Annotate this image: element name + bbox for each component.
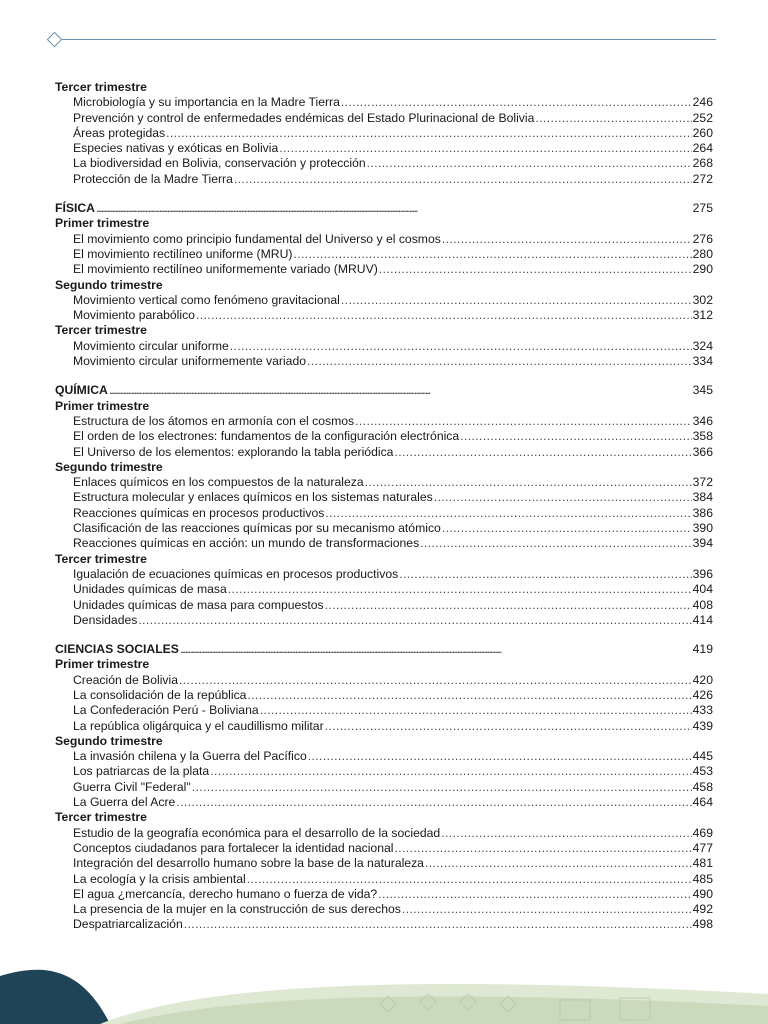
leader-dots (260, 703, 692, 718)
entry-title: El orden de los electrones: fundamentos de la configuración electrónica (73, 429, 460, 444)
entry-title: Creación de Bolivia (73, 672, 179, 687)
page-number: 453 (692, 764, 713, 779)
toc-entry[interactable] (55, 354, 713, 369)
toc-entry[interactable] (55, 887, 713, 902)
toc-entry[interactable] (55, 308, 713, 323)
leader-dots (307, 354, 692, 369)
toc-entry[interactable] (55, 856, 713, 871)
entry-title: Integración del desarrollo humano sobre la base de la naturaleza (73, 856, 424, 871)
toc-entry[interactable] (55, 414, 713, 429)
toc-entry[interactable] (55, 339, 713, 354)
toc-section (55, 80, 713, 187)
leader-dots (341, 95, 692, 110)
entry-title: La invasión chilena y la Guerra del Pacífico (73, 749, 307, 764)
entry-title: Clasificación de las reacciones químicas por su mecanismo atómico (73, 521, 441, 536)
leader-dots (355, 414, 692, 429)
page-number: 492 (692, 902, 713, 917)
leader-dots (293, 247, 691, 262)
leader-dots (325, 719, 692, 734)
toc-section (55, 201, 713, 369)
leader-dots (460, 429, 691, 444)
toc-subject-row[interactable] (55, 201, 713, 216)
leader-dots (325, 598, 692, 613)
trimester-heading: Tercer trimestre (55, 551, 147, 566)
toc-entry[interactable] (55, 613, 713, 628)
toc-entry[interactable] (55, 172, 713, 187)
toc-entry[interactable] (55, 719, 713, 734)
entry-title: Movimiento circular uniforme (73, 338, 229, 353)
entry-title: Prevención y control de enfermedades endémicas del Estado Plurinacional de Bolivia (73, 110, 535, 125)
toc-entry[interactable] (55, 126, 713, 141)
page-number: 433 (692, 703, 713, 718)
subject-title: CIENCIAS SOCIALES (55, 642, 179, 657)
page-number: 252 (692, 110, 713, 125)
trimester-heading: Segundo trimestre (55, 277, 163, 292)
leader-dots (379, 262, 692, 277)
leader-dots (192, 780, 692, 795)
page-number: 469 (692, 825, 713, 840)
leader-dots (442, 232, 692, 247)
leader-dots (442, 521, 692, 536)
entry-title: Áreas protegidas (73, 125, 166, 140)
entry-title: Conceptos ciudadanos para fortalecer la identidad nacional (73, 840, 394, 855)
leader-dots (420, 536, 691, 551)
toc-entry[interactable] (55, 795, 713, 810)
toc-entry[interactable] (55, 429, 713, 444)
entry-title: La biodiversidad en Bolivia, conservación y protección (73, 156, 366, 171)
toc-subject-row[interactable] (55, 642, 713, 657)
page-number: 275 (692, 201, 713, 216)
subject-title: QUÍMICA (55, 383, 108, 398)
leader-dots (279, 141, 691, 156)
leader-dots (394, 841, 691, 856)
toc-entry[interactable] (55, 232, 713, 247)
footer-decoration (0, 964, 768, 1024)
entry-title: Movimiento parabólico (73, 308, 195, 323)
leader-dots (441, 826, 691, 841)
entry-title: El agua ¿mercancía, derecho humano o fuerza de vida? (73, 886, 378, 901)
toc-entry[interactable] (55, 506, 713, 521)
entry-title: Especies nativas y exóticas en Bolivia (73, 141, 279, 156)
leader-dots (166, 126, 692, 141)
entry-title: La consolidación de la república (73, 687, 247, 702)
leader-dots (365, 475, 692, 490)
page-number: 490 (692, 886, 713, 901)
page-number: 260 (692, 125, 713, 140)
entry-title: La república oligárquica y el caudillismo militar (73, 718, 324, 733)
entry-title: Enlaces químicos en los compuestos de la naturaleza (73, 475, 364, 490)
page-number: 276 (692, 231, 713, 246)
entry-title: Estudio de la geografía económica para el desarrollo de la sociedad (73, 825, 441, 840)
toc-entry[interactable] (55, 536, 713, 551)
page-number: 404 (692, 582, 713, 597)
trimester-heading: Tercer trimestre (55, 323, 147, 338)
toc-subject-row[interactable] (55, 383, 713, 398)
entry-title: Guerra Civil "Federal" (73, 779, 191, 794)
entry-title: El movimiento rectilíneo uniforme (MRU) (73, 246, 293, 261)
leader-dots (402, 902, 692, 917)
page-number: 312 (692, 308, 713, 323)
entry-title: Estructura de los átomos en armonía con el cosmos (73, 413, 355, 428)
leader-dots (180, 642, 692, 657)
toc-entry[interactable] (55, 780, 713, 795)
leader-dots (234, 172, 692, 187)
page-number: 358 (692, 429, 713, 444)
page-number: 268 (692, 156, 713, 171)
page-number: 386 (692, 505, 713, 520)
table-of-contents (55, 80, 713, 947)
toc-entry[interactable] (55, 598, 713, 613)
page-number: 272 (692, 171, 713, 186)
trimester-heading: Tercer trimestre (55, 80, 147, 94)
leader-dots (210, 764, 691, 779)
trimester-heading: Primer trimestre (55, 216, 150, 231)
entry-title: La presencia de la mujer en la construcción de sus derechos (73, 902, 401, 917)
toc-entry[interactable] (55, 703, 713, 718)
toc-entry[interactable] (55, 764, 713, 779)
toc-entry[interactable] (55, 917, 713, 932)
page-number: 498 (692, 917, 713, 932)
page-number: 408 (692, 597, 713, 612)
trimester-heading: Segundo trimestre (55, 459, 163, 474)
toc-entry[interactable] (55, 902, 713, 917)
toc-section (55, 383, 713, 628)
entry-title: Movimiento vertical como fenómeno gravitacional (73, 292, 340, 307)
toc-entry[interactable] (55, 521, 713, 536)
toc-entry[interactable] (55, 445, 713, 460)
page-number: 264 (692, 141, 713, 156)
toc-entry[interactable] (55, 293, 713, 308)
page-number: 302 (692, 292, 713, 307)
page-number: 464 (692, 795, 713, 810)
page-number: 419 (692, 642, 713, 657)
leader-dots (230, 339, 692, 354)
leader-dots (394, 445, 691, 460)
page-number: 477 (692, 840, 713, 855)
leader-dots (247, 688, 691, 703)
entry-title: Los patriarcas de la plata (73, 764, 210, 779)
entry-title: El movimiento como principio fundamental del Universo y el cosmos (73, 231, 441, 246)
leader-dots (399, 567, 691, 582)
leader-dots (184, 917, 692, 932)
toc-section (55, 642, 713, 933)
leader-dots (308, 749, 692, 764)
leader-dots (367, 156, 692, 171)
page-number: 396 (692, 566, 713, 581)
page-number: 290 (692, 262, 713, 277)
entry-title: La Guerra del Acre (73, 795, 176, 810)
entry-title: Estructura molecular y enlaces químicos en los sistemas naturales (73, 490, 433, 505)
trimester-heading: Primer trimestre (55, 398, 150, 413)
trimester-heading: Segundo trimestre (55, 733, 163, 748)
entry-title: Reacciones químicas en acción: un mundo de transformaciones (73, 536, 420, 551)
leader-dots (138, 613, 691, 628)
leader-dots (176, 795, 691, 810)
leader-dots (341, 293, 692, 308)
subject-title: FÍSICA (55, 201, 95, 216)
page-number: 420 (692, 672, 713, 687)
page-number: 445 (692, 749, 713, 764)
entry-title: Microbiología y su importancia en la Madre Tierra (73, 95, 340, 110)
leader-dots (434, 490, 692, 505)
page-number: 481 (692, 856, 713, 871)
entry-title: Densidades (73, 612, 138, 627)
toc-entry[interactable] (55, 826, 713, 841)
leader-dots (109, 383, 692, 398)
entry-title: Reacciones químicas en procesos productivos (73, 505, 325, 520)
toc-entry[interactable] (55, 475, 713, 490)
toc-entry[interactable] (55, 749, 713, 764)
page-number: 324 (692, 338, 713, 353)
leader-dots (378, 887, 691, 902)
toc-entry[interactable] (55, 490, 713, 505)
trimester-heading: Primer trimestre (55, 657, 150, 672)
header-rule (56, 39, 716, 40)
toc-entry[interactable] (55, 872, 713, 887)
page-number: 390 (692, 521, 713, 536)
entry-title: El movimiento rectilíneo uniformemente variado (MRUV) (73, 262, 378, 277)
entry-title: Movimiento circular uniformemente variado (73, 354, 307, 369)
toc-entry[interactable] (55, 688, 713, 703)
toc-entry[interactable] (55, 582, 713, 597)
page-number: 414 (692, 612, 713, 627)
leader-dots (535, 111, 691, 126)
diamond-icon (47, 32, 63, 48)
page-number: 280 (692, 246, 713, 261)
leader-dots (96, 201, 692, 216)
entry-title: Igualación de ecuaciones químicas en procesos productivos (73, 566, 399, 581)
entry-title: La ecología y la crisis ambiental (73, 871, 246, 886)
toc-entry[interactable] (55, 156, 713, 171)
page-number: 334 (692, 354, 713, 369)
toc-entry[interactable] (55, 841, 713, 856)
entry-title: Despatriarcalización (73, 917, 183, 932)
page-number: 426 (692, 687, 713, 702)
toc-entry[interactable] (55, 141, 713, 156)
page-number: 246 (692, 95, 713, 110)
entry-title: Protección de la Madre Tierra (73, 171, 233, 186)
leader-dots (425, 856, 692, 871)
entry-title: El Universo de los elementos: explorando la tabla periódica (73, 444, 394, 459)
page-number: 485 (692, 871, 713, 886)
toc-entry[interactable] (55, 673, 713, 688)
page-number: 384 (692, 490, 713, 505)
toc-entry[interactable] (55, 262, 713, 277)
entry-title: Unidades químicas de masa (73, 582, 227, 597)
toc-entry[interactable] (55, 111, 713, 126)
leader-dots (196, 308, 692, 323)
toc-entry[interactable] (55, 567, 713, 582)
page-number: 458 (692, 779, 713, 794)
trimester-heading: Tercer trimestre (55, 810, 147, 825)
toc-entry[interactable] (55, 247, 713, 262)
entry-title: Unidades químicas de masa para compuestos (73, 597, 324, 612)
leader-dots (325, 506, 691, 521)
page-number: 345 (692, 383, 713, 398)
page-number: 439 (692, 718, 713, 733)
toc-entry[interactable] (55, 95, 713, 110)
leader-dots (179, 673, 692, 688)
leader-dots (228, 582, 692, 597)
page-number: 394 (692, 536, 713, 551)
page-number: 372 (692, 475, 713, 490)
page-number: 346 (692, 413, 713, 428)
page-number: 366 (692, 444, 713, 459)
entry-title: La Confederación Perú - Boliviana (73, 703, 259, 718)
leader-dots (247, 872, 692, 887)
